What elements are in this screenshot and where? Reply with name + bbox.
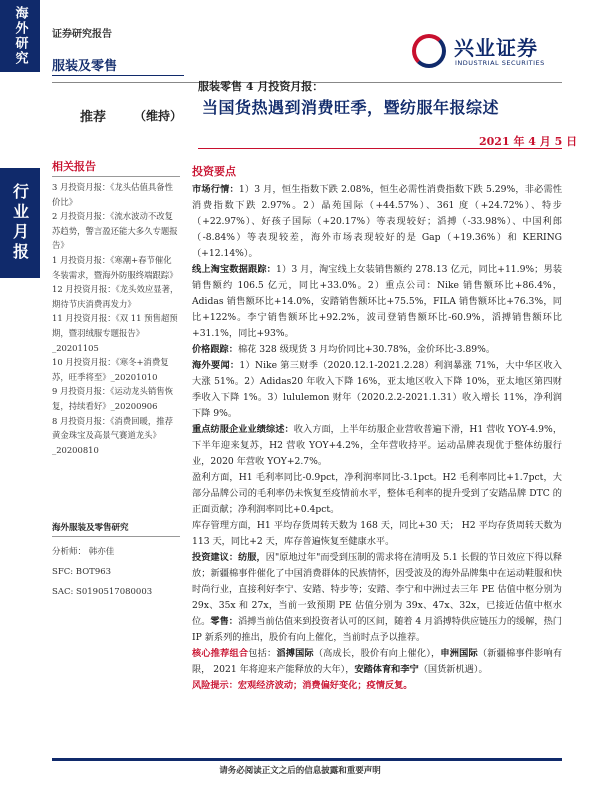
sector-divider [52, 75, 184, 76]
paragraph-text: 收入方面，上半年纺服企业营收普遍下滑，H1 营收 YOY-4.9%，下半年迎来复苏，H2 营收 YOY+4.2%，全年营收持平。运动品牌表现优于整体纺服行业，2020 年营收 YOY+2.7%。 [192, 424, 563, 467]
paragraph-overseas [192, 358, 562, 422]
logo-cn-text: 兴业证券 [454, 36, 538, 60]
footer-divider [52, 758, 562, 761]
related-item[interactable]: 1 月投资月报：《寒潮+春节催化冬装需求，暨海外防服终端跟踪》 [52, 254, 178, 280]
related-item[interactable]: 12 月投资月报：《龙头效应显著，期待节庆消费再发力》 [52, 284, 179, 309]
analyst-name: 分析师： 韩亦佳 [52, 547, 115, 557]
related-item[interactable]: 2 月投资月报：《流水波动不改复苏趋势，警言盈还能大多久专题报告》 [52, 211, 178, 251]
report-body [192, 164, 562, 694]
paragraph-label: 市场行情： [192, 184, 239, 195]
related-item[interactable]: 3 月投资月报：《龙头估值具备性价比》 [52, 182, 174, 207]
related-item[interactable]: 8 月投资月报：《消费回暖，推荐黄金珠宝及高景气赛道龙头》_20200810 [52, 415, 174, 455]
paragraph-label: 海外要闻： [192, 360, 240, 371]
paragraph-text: 棉花 328 级现货 3 月均价同比+30.78%，金价环比-3.89%。 [237, 344, 496, 355]
related-item[interactable]: 9 月投资月报：《运动龙头销售恢复，持续看好》_20200906 [52, 386, 174, 411]
paragraph-text: 滔搏当前估值来到投资者认可的区间，随着 4 月滔搏特供应链压力的缓解，热门 IP 新系列的推出，股价有向上催化，当前时点予以推荐。 [192, 616, 562, 643]
paragraph-label: 核心推荐组合 [192, 648, 249, 659]
paragraph-text: 1）3 月，淘宝线上女装销售额约 278.13 亿元，同比+11.9%；男装销售额约 106.5 亿元，同比+33.0%。2）重点公司：Nike 销售额环比+86.4%，Adidas 销售额环比+14.0%，安踏销售额环比+75.5%，FILA 销售额环比+76.3%，同比+122%。李宁销售额环比+92.2%，波司登销售额环比-60.9%，滔搏销售额环比+31.1%，同比+93%。 [192, 264, 563, 339]
rating-sub: （维持） [134, 109, 183, 123]
paragraph-profit: 盈利方面，H1 毛利率同比-0.9pct，净利润率同比-3.1pct。H2 毛利率同比+1.7pct，大部分品牌公司的毛利率仍未恢复至疫情前水平，整体毛利率的提升受到了安踏品牌 DTC 的正面贡献；净利润率同比+0.4pct。 [192, 472, 562, 515]
related-reports [52, 158, 180, 457]
analyst-box [52, 521, 180, 602]
side-tab-middle: 行业月报 [0, 168, 40, 278]
report-date: 2021 年 4 月 5 日 [479, 135, 578, 148]
disclaimer-footer: 请务必阅读正文之后的信息披露和重要声明 [219, 766, 381, 776]
risk-warning: 风险提示：宏观经济波动；消费偏好变化；疫情反复。 [192, 680, 413, 691]
related-item[interactable]: 10 月投资月报：《寒冬+消费复苏，旺季将至》_20201010 [52, 357, 169, 382]
paragraph-label: 纺服， [238, 552, 266, 563]
analyst-team: 海外服装及零售研究 [52, 521, 180, 537]
paragraph-label: 重点纺服企业业绩综述： [192, 424, 294, 435]
paragraph-online [192, 262, 562, 342]
rating-label: 推荐 [80, 110, 107, 125]
paragraph-advice [192, 550, 562, 646]
paragraph-label: 投资建议： [192, 552, 239, 563]
side-tab [0, 0, 40, 800]
paragraph-results [192, 422, 562, 470]
company-logo [412, 32, 562, 74]
report-sup-title: 服装零售 4 月投资月报： [198, 80, 324, 93]
paragraph-portfolio [192, 646, 562, 678]
stock-name: 申洲国际 [440, 648, 478, 659]
key-points-heading: 投资要点 [192, 165, 236, 178]
report-title: 当国货热遇到消费旺季，暨纺服年报综述 [202, 98, 500, 117]
related-list [52, 180, 180, 457]
paragraph-text: （高成长，股价有向上催化）， [313, 648, 441, 659]
date-divider [198, 148, 562, 149]
stock-name: 滔搏国际 [276, 648, 314, 659]
paragraph-text: 包括： [248, 648, 277, 659]
paragraph-text: 因"原地过年"而受到压制的需求将在清明及 5.1 长假的节日效应下得以释放；新疆棉事件催化了中国消费群体的民族情怀，因受波及的海外品牌集中在运动鞋服和快时尚行业，直接利好李宁、安踏、特步等；安踏、李宁和中洲过去三年 PE 估值中枢分别为 29x、35x 和 27x，当前一致预期 PE 估值分别为 39x、47x、32x，已接近估值中枢水位。 [192, 552, 563, 627]
paragraph-text: 1）3 月，恒生指数下跌 2.08%，恒生必需性消费指数下跌 5.29%，非必需性消费指数下跌 2.97%。2）晶苑国际（+44.57%）、361 度（+24.72%）、特步（+22.97%）、好孩子国际（+20.17%）等表现较好；滔搏（-33.98%）、中国利郎（-8.84%）等表现较差，海外市场表现较好的是 Gap（+19.36%）和 KERING（+12.14%）。 [192, 184, 563, 259]
analyst-sfc: SFC: BOT963 [52, 567, 112, 577]
paragraph-label: 线上淘宝数据跟踪： [192, 264, 277, 275]
paragraph-price [192, 342, 562, 358]
paragraph-label: 价格跟踪： [192, 344, 238, 355]
logo-icon [412, 34, 446, 68]
paragraph-label: 零售： [210, 616, 238, 627]
paragraph-text: 1）Nike 第三财季（2020.12.1-2021.2.28）利润暴涨 71%，大中华区收入大涨 51%。2）Adidas20 年收入下降 16%，亚太地区收入下降 10%，亚太地区第四财季收入下降 1%。3）lululemon 财年（2020.2.2-2021.1.31）收入增长 11%，净利润下降 9%。 [192, 360, 562, 419]
paragraph-text: （国货新机遇）。 [418, 664, 488, 675]
related-label: 相关报告 [52, 158, 180, 177]
side-tab-top: 海外研究 [0, 0, 40, 72]
stock-name: 安踏体育和李宁 [354, 664, 419, 675]
paragraph-text: （新疆棉事件影响有限， 2021 年将迎来产能释放的大年）， [192, 648, 563, 675]
paragraph-inventory: 库存管理方面，H1 平均存货周转天数为 168 天，同比+30 天； H2 平均存货周转天数为 113 天，同比+2 天，库存普遍恢复至健康水平。 [192, 520, 562, 547]
analyst-sac: SAC: S0190517080003 [52, 587, 153, 597]
logo-en-text: INDUSTRIAL SECURITIES [455, 59, 545, 67]
report-series: 证券研究报告 [52, 29, 112, 40]
related-item[interactable]: 11 月投资月报：《双 11 预售超预期，暨羽绒服专题报告》_20201105 [52, 313, 178, 353]
paragraph-market [192, 182, 562, 262]
sector-name: 服装及零售 [52, 59, 118, 74]
